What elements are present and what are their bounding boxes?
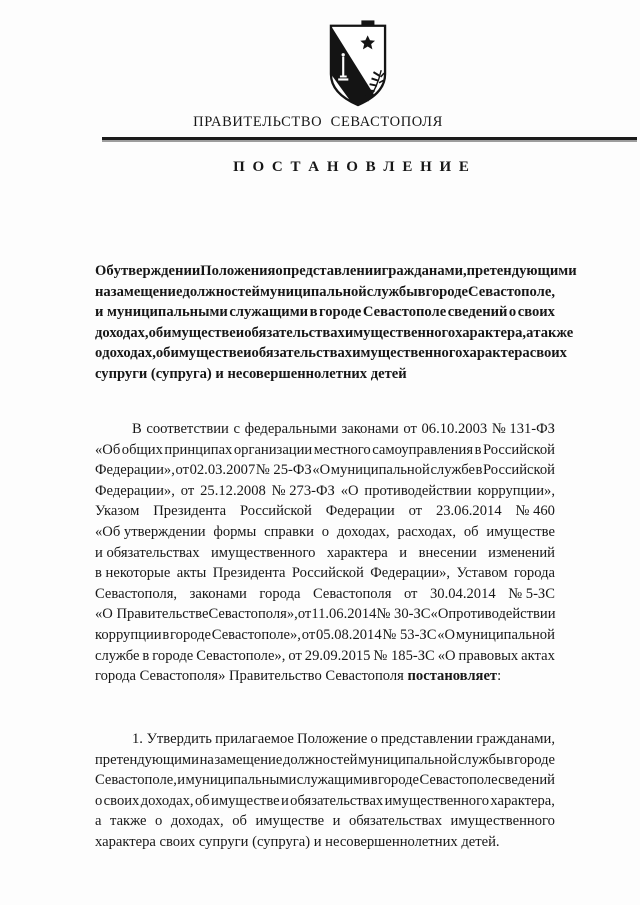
body-line: «Об утверждении формы справки о доходах, расходах, об имуществе xyxy=(95,523,555,540)
body-line: «О Правительстве Севастополя», от 11.06.2014 № 30-ЗС «О противодействии xyxy=(95,606,556,623)
title-line: супруги (супруга) и несовершеннолетних детей xyxy=(95,365,407,382)
title-line: доходах, об имуществе и обязательствах имущественного характера, а также xyxy=(95,324,574,341)
body-line: Севастополе, и муниципальными служащими в городе Севастополе сведений xyxy=(95,772,555,789)
body-line: в некоторые акты Президента Российской Федерации», Уставом города xyxy=(95,565,555,582)
body-line: а также о доходах, об имуществе и обязательствах имущественного xyxy=(95,813,555,830)
body-line: Федерации», от 02.03.2007 № 25-ФЗ «О муниципальной службе в Российской xyxy=(95,462,555,479)
item-1-paragraph xyxy=(95,729,555,853)
body-line: и обязательствах имущественного характера и внесении изменений xyxy=(95,544,555,561)
body-line: коррупции в городе Севастополе», от 05.08.2014 № 53-ЗС «О муниципальной xyxy=(95,626,555,643)
government-name-heading: ПРАВИТЕЛЬСТВО СЕВАСТОПОЛЯ xyxy=(193,114,443,130)
body-line: службе в городе Севастополе», от 29.09.2015 № 185-ЗС «О правовых актах xyxy=(95,647,555,664)
body-line: претендующими на замещение должностей муниципальной службы в городе xyxy=(95,751,555,768)
body-line: Федерации», от 25.12.2008 № 273-ФЗ «О противодействии коррупции», xyxy=(95,482,555,499)
body-line: 1. Утвердить прилагаемое Положение о представлении гражданами, xyxy=(132,731,555,747)
header-divider-rule xyxy=(102,137,637,140)
body-line: о своих доходах, об имуществе и обязательствах имущественного характера, xyxy=(95,792,555,809)
title-line: на замещение должностей муниципальной службы в городе Севастополе, xyxy=(95,283,555,300)
title-line: Об утверждении Положения о представлении гражданами, претендующими xyxy=(95,263,577,279)
preamble-paragraph xyxy=(95,419,555,687)
body-line: характера своих супруги (супруга) и несовершеннолетних детей. xyxy=(95,833,500,850)
body-line: Указом Президента Российской Федерации от 23.06.2014 № 460 xyxy=(95,503,555,520)
document-type-heading: П О С Т А Н О В Л Е Н И Е xyxy=(233,159,471,175)
sevastopol-coat-of-arms-icon xyxy=(329,16,387,107)
body-line xyxy=(95,666,555,687)
resolves-keyword: постановляет xyxy=(407,668,498,685)
title-line: о доходах, об имуществе и обязательствах имущественного характера своих xyxy=(95,345,567,362)
title-line: и муниципальными служащими в городе Севастополе сведений о своих xyxy=(95,304,555,321)
resolves-lead-text: города Севастополя» Правительство Севастополя xyxy=(95,668,408,685)
body-line: «Об общих принципах организации местного самоуправления в Российской xyxy=(95,441,555,458)
body-line: В соответствии с федеральными законами от 06.10.2003 № 131-ФЗ xyxy=(132,421,555,437)
document-title xyxy=(95,261,577,385)
body-line: Севастополя, законами города Севастополя от 30.04.2014 № 5-ЗС xyxy=(95,585,555,602)
resolves-colon: : xyxy=(497,668,502,685)
